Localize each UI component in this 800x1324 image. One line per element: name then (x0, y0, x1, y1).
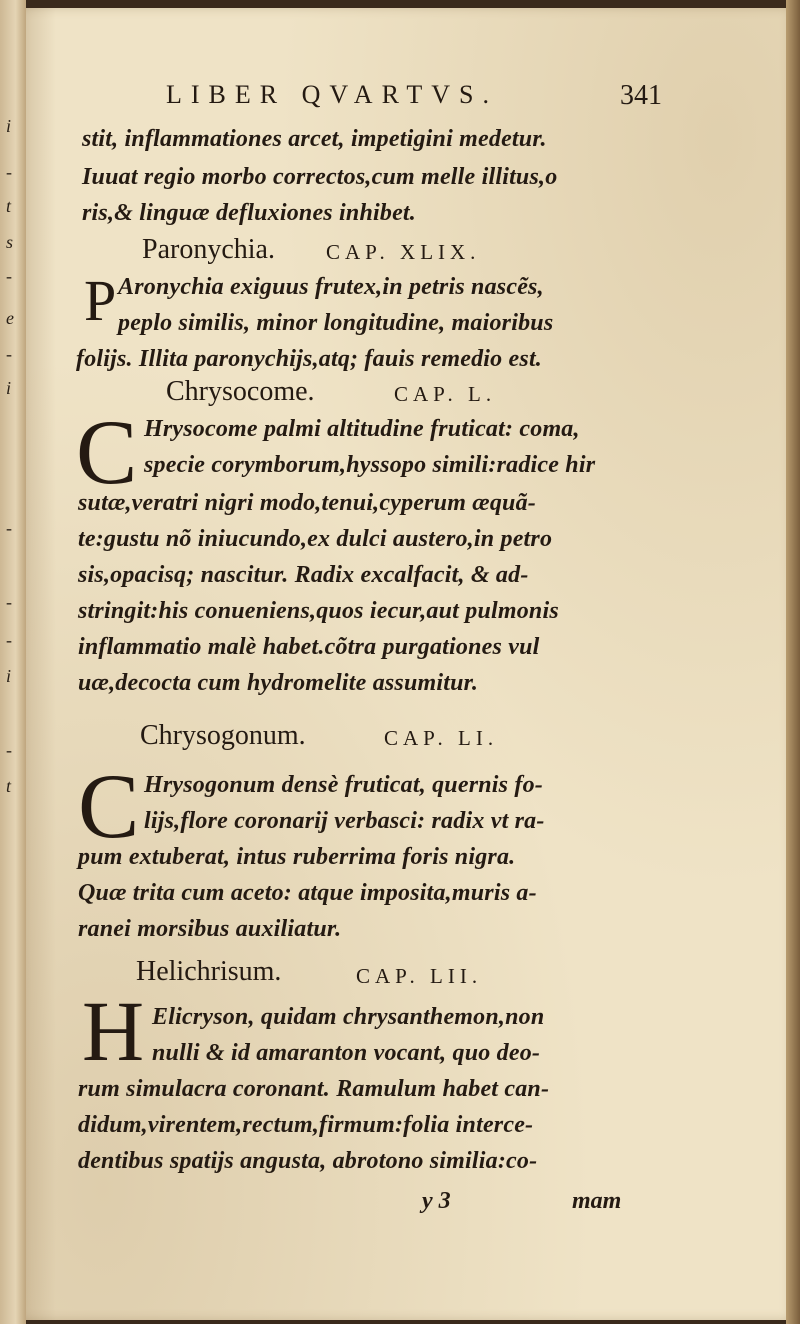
text-line: stit, inflammationes arcet, impetigini medetur. (82, 126, 547, 152)
text-line: nulli & id amaranton vocant, quo deo- (152, 1040, 541, 1066)
chapter-title: Paronychia. (142, 234, 275, 265)
text-line: pum extuberat, intus ruberrima foris nigra. (78, 844, 516, 870)
margin-mark: - (6, 162, 12, 182)
margin-mark: - (6, 740, 12, 760)
chapter-title: Chrysocome. (166, 376, 315, 407)
text-line: sutæ,veratri nigri modo,tenui,cyperum æquã- (78, 490, 536, 516)
text-line: didum,virentem,rectum,firmum:folia interce- (78, 1112, 534, 1138)
chapter-title: Helichrisum. (136, 956, 282, 987)
margin-mark: t (6, 776, 12, 796)
folio-number: 341 (620, 80, 662, 111)
chapter-number: CAP. XLIX. (326, 240, 481, 264)
text-line: sis,opacisq; nascitur. Radix excalfacit, & ad- (78, 562, 529, 588)
page-text (26, 8, 796, 1320)
margin-mark: - (6, 344, 12, 364)
text-line: ris,& linguæ defluxiones inhibet. (82, 200, 416, 226)
text-line: peplo similis, minor longitudine, maioribus (118, 310, 554, 336)
margin-mark: e (6, 308, 14, 328)
margin-mark: s (6, 232, 14, 252)
catchword: mam (572, 1188, 622, 1214)
text-line: te:gustu nõ iniucundo,ex dulci austero,in petro (78, 526, 553, 552)
text-line: stringit:his conueniens,quos iecur,aut pulmonis (78, 598, 559, 624)
text-line: folijs. Illita paronychijs,atq; fauis remedio est. (76, 346, 543, 372)
chapter-number: CAP. LI. (384, 726, 499, 750)
facing-page-edge (0, 0, 26, 1324)
text-line: dentibus spatijs angusta, abrotono similia:co- (78, 1148, 538, 1174)
margin-mark: - (6, 592, 12, 612)
drop-cap: H (82, 983, 145, 1079)
text-line: Elicryson, quidam chrysanthemon,non (152, 1004, 545, 1030)
margin-mark: i (6, 116, 12, 136)
text-line: specie corymborum,hyssopo simili:radice hir (144, 452, 596, 478)
chapter-title: Chrysogonum. (140, 720, 306, 751)
signature-mark: y 3 (422, 1188, 451, 1214)
margin-mark: - (6, 266, 12, 286)
text-line: lijs,flore coronarij verbasci: radix vt ra- (144, 808, 545, 834)
book-page (26, 8, 796, 1320)
margin-mark: - (6, 518, 12, 538)
drop-cap: P (84, 268, 117, 333)
chapter-number: CAP. LII. (356, 964, 483, 988)
drop-cap: C (76, 401, 138, 503)
running-title: LIBER QVARTVS. (166, 80, 498, 109)
page-edge (786, 0, 800, 1324)
chapter-number: CAP. L. (394, 382, 497, 406)
text-line: Hrysocome palmi altitudine fruticat: coma, (144, 416, 580, 442)
text-line: rum simulacra coronant. Ramulum habet can- (78, 1076, 550, 1102)
drop-cap: C (78, 755, 140, 857)
text-line: uæ,decocta cum hydromelite assumitur. (78, 670, 479, 696)
text-line: Iuuat regio morbo correctos,cum melle illitus,o (82, 164, 558, 190)
text-line: Hrysogonum densè fruticat, quernis fo- (144, 772, 543, 798)
text-line: inflammatio malè habet.cõtra purgationes vul (78, 634, 540, 660)
text-line: ranei morsibus auxiliatur. (78, 916, 342, 942)
margin-mark: - (6, 630, 12, 650)
text-line: Aronychia exiguus frutex,in petris nascẽs, (118, 274, 544, 300)
margin-mark: i (6, 666, 12, 686)
margin-mark: i (6, 378, 12, 398)
margin-mark: t (6, 196, 12, 216)
text-line: Quæ trita cum aceto: atque imposita,muris a- (78, 880, 537, 906)
